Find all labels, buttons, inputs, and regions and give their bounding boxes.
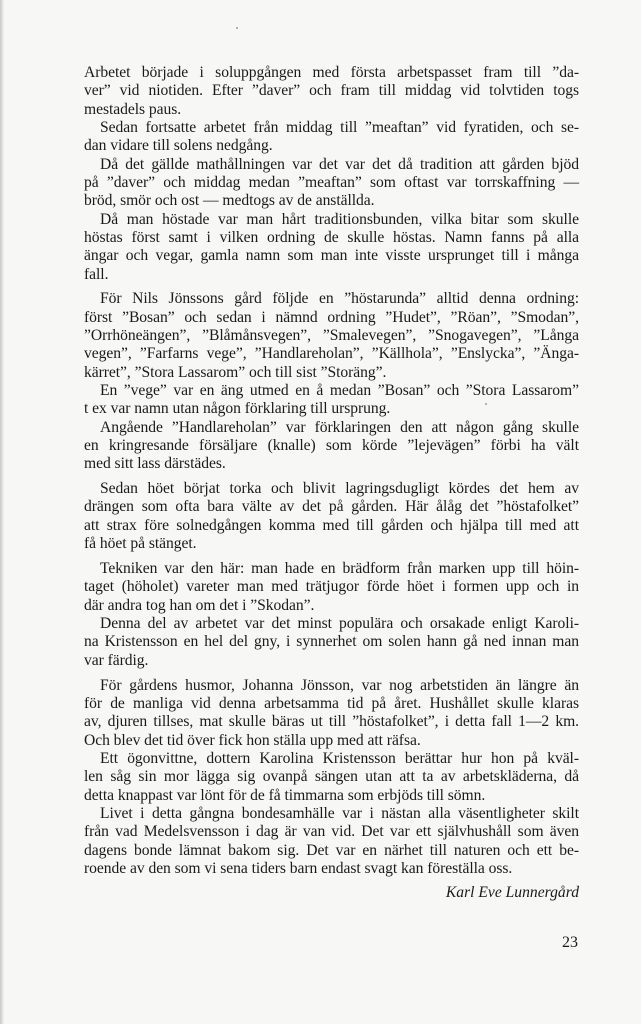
text-line: Angående ”Handlareholan” var förklaringen den att någon gång skulle (100, 419, 579, 436)
text-line: ängar och vegar, gamla namn som man inte visste ursprunget till i många (84, 247, 579, 264)
text-line: En ”vege” var en äng utmed en å medan ”Bosan” och ”Stora Lassarom” (100, 382, 579, 399)
scan-speck (236, 27, 238, 29)
text-line: detta knappast var lönt för de få timmarna som erbjöds till sömn. (84, 787, 486, 804)
text-line: För Nils Jönssons gård följde en ”höstarunda” alltid denna ordning: (100, 290, 579, 307)
text-line: dan vidare till solens nedgång. (84, 137, 273, 154)
text-line: var färdig. (84, 652, 149, 669)
text-line: Sedan höet börjat torka och blivit lagringsdugligt kördes det hem av (100, 480, 579, 497)
text-line: Ett ögonvittne, dottern Karolina Kristensson berättar hur hon på kväl- (100, 750, 579, 767)
text-line: roende av den som vi sena tiders barn endast svagt kan föreställa oss. (84, 860, 513, 877)
text-line: För gårdens husmor, Johanna Jönsson, var nog arbetstiden än längre än (100, 677, 579, 694)
text-line: na Kristensson en hel del gny, i synnerhet om solen hann gå ned innan man (84, 633, 579, 650)
text-line: mestadels paus. (84, 101, 182, 118)
text-line: på ”daver” och middag medan ”meaftan” som oftast var torrskaffning — (84, 174, 579, 191)
page-number: 23 (562, 934, 578, 951)
text-line: för de manliga vid denna arbetsamma tid på året. Hushållet skulle klaras (84, 695, 579, 712)
text-line: höstas först samt i vilken ordning de skulle höstas. Namn fanns på alla (84, 229, 579, 246)
text-line: först ”Bosan” och sedan i nämnd ordning ”Hudet”, ”Röan”, ”Smodan”, (84, 309, 579, 326)
text-line: med sitt lass därstädes. (84, 455, 226, 472)
text-line: fall. (84, 266, 109, 283)
page-edge-shadow (0, 0, 4, 1024)
text-line: Denna del av arbetet var det minst populära och orsakade enligt Karoli- (100, 615, 579, 632)
text-line: Då det gällde mathållningen var det var det då tradition att gården bjöd (100, 156, 579, 173)
text-line: av, djuren tillses, mat skulle bäras ut till ”höstafolket”, i detta fall 1—2 km. (84, 713, 579, 730)
text-line: en kringresande försäljare (knalle) som körde ”lejevägen” förbi ha vält (84, 437, 579, 454)
author-signature: Karl Eve Lunnergård (445, 884, 579, 901)
text-line: kärret”, ”Stora Lassarom” och till sist ”Storäng”. (84, 364, 387, 381)
text-line: dagens bonde lämnat bakom sig. Det var en närhet till naturen och ett be- (84, 842, 579, 859)
text-line: taget (höholet) vareter man med trätjugor förde höet i formen upp och in (84, 578, 579, 595)
text-line: vegen”, ”Farfarns vege”, ”Handlareholan”, ”Källhola”, ”Enslycka”, ”Änga- (84, 345, 579, 362)
text-line: t ex var namn utan någon förklaring till ursprung. (84, 400, 391, 417)
text-line: drängen som ofta bara välte av det på gården. Här ålåg det ”höstafolket” (84, 498, 579, 515)
text-line: bröd, smör och ost — medtogs av de anställda. (84, 192, 375, 209)
text-line: Sedan fortsatte arbetet från middag till ”meaftan” vid fyratiden, och se- (100, 119, 579, 136)
text-line: Arbetet började i soluppgången med första arbetspasset fram till ”da- (84, 64, 579, 81)
text-line: Tekniken var den här: man hade en brädform från marken upp till höin- (100, 560, 579, 577)
text-line: där andra tog han om det i ”Skodan”. (84, 597, 315, 614)
text-line: ver” vid niotiden. Efter ”daver” och fram till middag vid tolvtiden togs (84, 82, 579, 99)
text-line: len såg sin mor lägga sig ovanpå sängen utan att ta av arbetskläderna, då (84, 768, 579, 785)
text-line: Och blev det tid över fick hon ställa upp med att räfsa. (84, 732, 421, 749)
text-line: Då man höstade var man hårt traditionsbunden, vilka bitar som skulle (100, 211, 579, 228)
text-line: från vad Medelsvensson i dag är van vid. Det var ett självhushåll som även (84, 823, 579, 840)
text-line: att strax före solnedgången komma med till gården och hjälpa till med att (84, 517, 579, 534)
text-line: få höet på stänget. (84, 535, 197, 552)
text-line: Livet i detta gångna bondesamhälle var i nästan alla väsentligheter skilt (100, 805, 579, 822)
text-line: ”Orrhöneängen”, ”Blåmånsvegen”, ”Smalevegen”, ”Snogavegen”, ”Långa (84, 327, 579, 344)
